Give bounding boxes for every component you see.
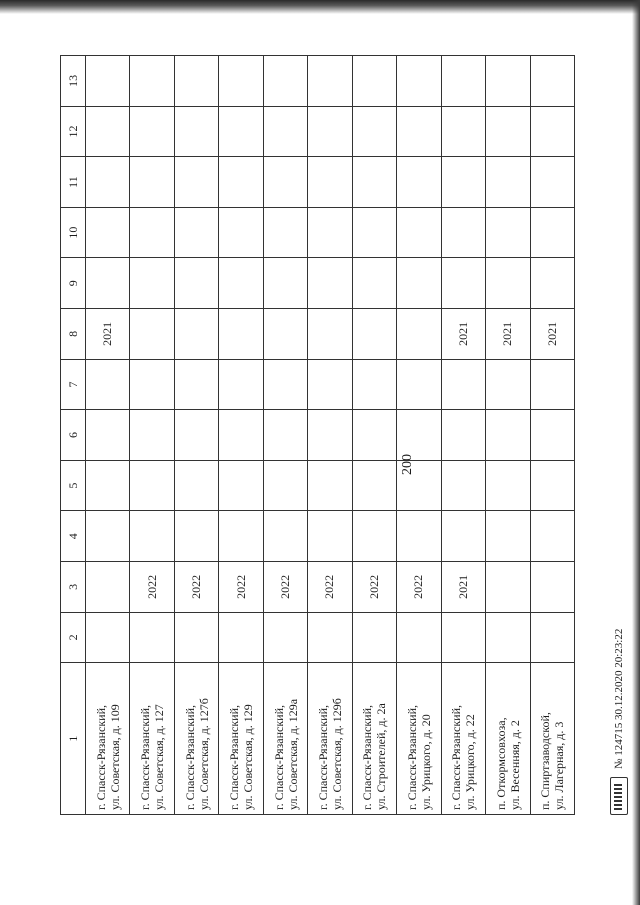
year-cell bbox=[86, 359, 130, 410]
address-line: ул. Советская, д. 109 bbox=[107, 704, 122, 810]
year-cell bbox=[352, 157, 396, 208]
year-cell bbox=[263, 410, 307, 461]
column-header-12: 12 bbox=[61, 106, 86, 157]
year-cell bbox=[263, 258, 307, 309]
year-cell bbox=[308, 157, 352, 208]
column-header-6: 6 bbox=[61, 410, 86, 461]
column-header-2: 2 bbox=[61, 612, 86, 663]
year-cell: 2022 bbox=[174, 562, 218, 613]
table-row bbox=[441, 56, 485, 815]
year-cell bbox=[486, 106, 530, 157]
table-body bbox=[86, 56, 575, 815]
year-cell bbox=[530, 359, 574, 410]
year-cell bbox=[174, 460, 218, 511]
year-cell bbox=[219, 56, 263, 107]
year-cell bbox=[130, 612, 174, 663]
year-cell bbox=[130, 511, 174, 562]
year-cell bbox=[86, 157, 130, 208]
year-cell bbox=[308, 511, 352, 562]
year-cell bbox=[174, 56, 218, 107]
year-cell bbox=[130, 157, 174, 208]
table-row bbox=[130, 56, 174, 815]
year-cell bbox=[441, 258, 485, 309]
year-cell bbox=[86, 612, 130, 663]
year-cell bbox=[174, 612, 218, 663]
year-cell bbox=[352, 207, 396, 258]
table-row bbox=[174, 56, 218, 815]
year-cell bbox=[441, 460, 485, 511]
year-cell bbox=[530, 106, 574, 157]
year-cell bbox=[86, 56, 130, 107]
registration-stamp-icon bbox=[610, 777, 628, 815]
year-cell: 2021 bbox=[86, 309, 130, 360]
year-cell: 2021 bbox=[530, 309, 574, 360]
year-cell bbox=[486, 56, 530, 107]
year-cell bbox=[486, 157, 530, 208]
column-header-7: 7 bbox=[61, 359, 86, 410]
year-cell: 2022 bbox=[352, 562, 396, 613]
year-cell bbox=[86, 106, 130, 157]
year-cell bbox=[219, 410, 263, 461]
year-cell bbox=[308, 309, 352, 360]
address-cell bbox=[86, 663, 130, 815]
year-cell bbox=[219, 207, 263, 258]
year-cell bbox=[352, 612, 396, 663]
year-cell: 2021 bbox=[441, 562, 485, 613]
year-cell bbox=[441, 511, 485, 562]
year-cell bbox=[352, 460, 396, 511]
year-cell bbox=[530, 511, 574, 562]
table-row bbox=[263, 56, 307, 815]
address-cell bbox=[263, 663, 307, 815]
address-line: ул. Урицкого, д. 22 bbox=[463, 714, 478, 810]
address-cell bbox=[530, 663, 574, 815]
year-cell bbox=[174, 258, 218, 309]
year-cell bbox=[308, 460, 352, 511]
year-cell bbox=[397, 410, 441, 461]
address-line: г. Спасск-Рязанский, bbox=[404, 704, 419, 810]
column-header-13: 13 bbox=[61, 56, 86, 107]
year-cell bbox=[397, 460, 441, 511]
address-cell bbox=[130, 663, 174, 815]
year-cell bbox=[397, 309, 441, 360]
year-cell bbox=[174, 207, 218, 258]
year-cell bbox=[441, 410, 485, 461]
year-cell bbox=[130, 410, 174, 461]
year-cell bbox=[397, 359, 441, 410]
year-cell bbox=[352, 309, 396, 360]
address-line: г. Спасск-Рязанский, bbox=[315, 704, 330, 810]
address-line: ул. Советская, д. 129 bbox=[241, 704, 256, 810]
year-cell bbox=[308, 612, 352, 663]
schedule-table bbox=[60, 55, 575, 815]
year-cell bbox=[219, 106, 263, 157]
column-header-10: 10 bbox=[61, 207, 86, 258]
year-cell bbox=[130, 460, 174, 511]
address-line: ул. Советская, д. 127 bbox=[152, 704, 167, 810]
year-cell bbox=[174, 309, 218, 360]
year-cell bbox=[308, 359, 352, 410]
year-cell bbox=[130, 56, 174, 107]
address-line: г. Спасск-Рязанский, bbox=[360, 704, 375, 810]
year-cell: 2022 bbox=[397, 562, 441, 613]
address-line: ул. Весенняя, д. 2 bbox=[507, 720, 522, 810]
address-line: г. Спасск-Рязанский, bbox=[227, 704, 242, 810]
year-cell bbox=[174, 157, 218, 208]
year-cell: 2022 bbox=[219, 562, 263, 613]
address-cell bbox=[486, 663, 530, 815]
year-cell bbox=[530, 612, 574, 663]
year-cell bbox=[397, 207, 441, 258]
year-cell bbox=[486, 258, 530, 309]
year-cell bbox=[308, 106, 352, 157]
year-cell: 2022 bbox=[130, 562, 174, 613]
year-cell bbox=[530, 207, 574, 258]
table-row bbox=[530, 56, 574, 815]
address-line: ул. Строителей, д. 2а bbox=[374, 703, 389, 810]
year-cell bbox=[219, 258, 263, 309]
year-cell bbox=[530, 562, 574, 613]
year-cell bbox=[486, 359, 530, 410]
address-line: п. Откормсовхоза, bbox=[493, 717, 508, 810]
address-cell bbox=[397, 663, 441, 815]
year-cell bbox=[219, 460, 263, 511]
address-cell bbox=[308, 663, 352, 815]
year-cell bbox=[441, 207, 485, 258]
year-cell bbox=[174, 410, 218, 461]
column-header-3: 3 bbox=[61, 562, 86, 613]
year-cell bbox=[352, 258, 396, 309]
year-cell bbox=[263, 309, 307, 360]
year-cell: 2021 bbox=[486, 309, 530, 360]
year-cell bbox=[397, 106, 441, 157]
year-cell bbox=[219, 359, 263, 410]
year-cell: 2021 bbox=[441, 309, 485, 360]
document-code: № 124715 30.12.2020 20:23:22 bbox=[613, 628, 625, 769]
year-cell bbox=[86, 562, 130, 613]
year-cell bbox=[441, 359, 485, 410]
year-cell bbox=[219, 157, 263, 208]
year-cell bbox=[263, 157, 307, 208]
address-line: ул. Урицкого, д. 20 bbox=[418, 714, 433, 810]
address-line: ул. Советская, д. 129а bbox=[285, 698, 300, 810]
year-cell bbox=[130, 309, 174, 360]
column-header-1: 1 bbox=[61, 663, 86, 815]
table-row bbox=[352, 56, 396, 815]
year-cell: 2022 bbox=[308, 562, 352, 613]
address-cell bbox=[174, 663, 218, 815]
address-line: г. Спасск-Рязанский, bbox=[138, 704, 153, 810]
address-line: ул. Лагерная, д. 3 bbox=[552, 721, 567, 810]
table-header-row bbox=[61, 56, 86, 815]
year-cell bbox=[486, 207, 530, 258]
year-cell bbox=[219, 309, 263, 360]
year-cell bbox=[174, 106, 218, 157]
table-row bbox=[308, 56, 352, 815]
year-cell bbox=[397, 56, 441, 107]
year-cell bbox=[219, 511, 263, 562]
year-cell bbox=[397, 511, 441, 562]
year-cell bbox=[174, 511, 218, 562]
year-cell bbox=[530, 460, 574, 511]
year-cell bbox=[263, 207, 307, 258]
year-cell bbox=[308, 56, 352, 107]
year-cell bbox=[441, 106, 485, 157]
year-cell bbox=[263, 359, 307, 410]
year-cell bbox=[308, 410, 352, 461]
page-number: 200 bbox=[400, 454, 415, 475]
year-cell bbox=[486, 410, 530, 461]
year-cell bbox=[130, 106, 174, 157]
document-footer bbox=[610, 629, 628, 815]
address-cell bbox=[219, 663, 263, 815]
year-cell bbox=[263, 511, 307, 562]
address-line: ул. Советская, д. 129б bbox=[329, 698, 344, 810]
year-cell bbox=[352, 359, 396, 410]
year-cell bbox=[263, 56, 307, 107]
table-row bbox=[86, 56, 130, 815]
year-cell bbox=[530, 258, 574, 309]
year-cell bbox=[397, 612, 441, 663]
year-cell bbox=[308, 258, 352, 309]
year-cell bbox=[263, 106, 307, 157]
column-header-9: 9 bbox=[61, 258, 86, 309]
year-cell: 2022 bbox=[263, 562, 307, 613]
year-cell bbox=[130, 207, 174, 258]
column-header-4: 4 bbox=[61, 511, 86, 562]
year-cell bbox=[86, 410, 130, 461]
year-cell bbox=[263, 460, 307, 511]
table-row bbox=[486, 56, 530, 815]
year-cell bbox=[441, 612, 485, 663]
year-cell bbox=[530, 410, 574, 461]
year-cell bbox=[130, 258, 174, 309]
table-row bbox=[219, 56, 263, 815]
year-cell bbox=[486, 460, 530, 511]
table-row bbox=[397, 56, 441, 815]
year-cell bbox=[441, 157, 485, 208]
address-line: г. Спасск-Рязанский, bbox=[271, 704, 286, 810]
year-cell bbox=[86, 207, 130, 258]
year-cell bbox=[86, 460, 130, 511]
year-cell bbox=[174, 359, 218, 410]
address-line: г. Спасск-Рязанский, bbox=[182, 704, 197, 810]
address-line: ул. Советская, д. 127б bbox=[196, 698, 211, 810]
year-cell bbox=[397, 258, 441, 309]
year-cell bbox=[86, 511, 130, 562]
year-cell bbox=[219, 612, 263, 663]
year-cell bbox=[308, 207, 352, 258]
year-cell bbox=[397, 157, 441, 208]
year-cell bbox=[86, 258, 130, 309]
year-cell bbox=[486, 612, 530, 663]
year-cell bbox=[486, 511, 530, 562]
column-header-5: 5 bbox=[61, 460, 86, 511]
year-cell bbox=[441, 56, 485, 107]
year-cell bbox=[486, 562, 530, 613]
year-cell bbox=[530, 56, 574, 107]
year-cell bbox=[352, 511, 396, 562]
address-line: п. Спиртзаводской, bbox=[538, 712, 553, 810]
address-cell bbox=[441, 663, 485, 815]
year-cell bbox=[352, 56, 396, 107]
column-header-8: 8 bbox=[61, 309, 86, 360]
column-header-11: 11 bbox=[61, 157, 86, 208]
year-cell bbox=[130, 359, 174, 410]
address-cell bbox=[352, 663, 396, 815]
year-cell bbox=[352, 106, 396, 157]
year-cell bbox=[352, 410, 396, 461]
address-line: г. Спасск-Рязанский, bbox=[449, 704, 464, 810]
year-cell bbox=[263, 612, 307, 663]
address-line: г. Спасск-Рязанский, bbox=[93, 704, 108, 810]
year-cell bbox=[530, 157, 574, 208]
